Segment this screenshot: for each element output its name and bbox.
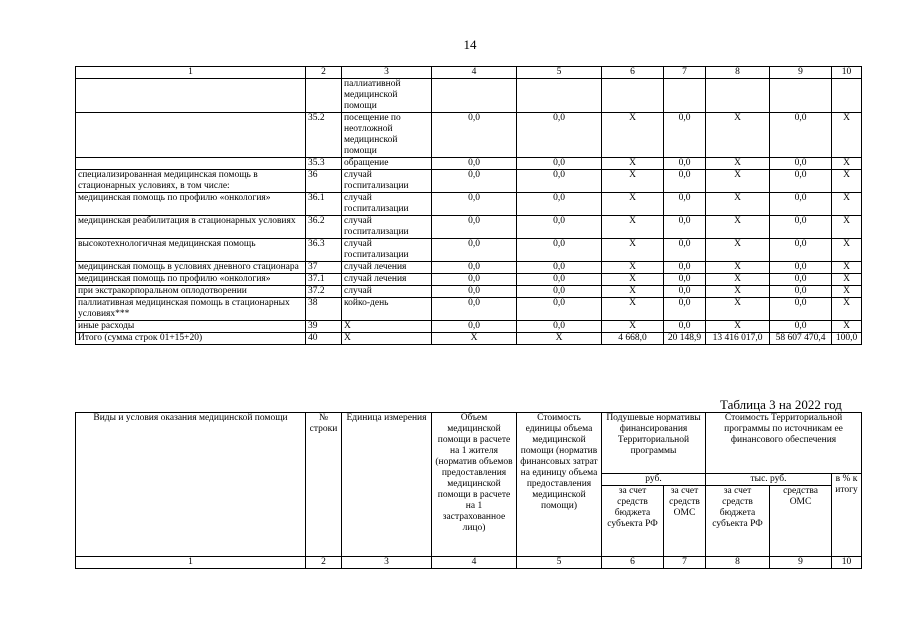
column-number: 7 [664, 557, 706, 569]
row-cost: 0,0 [517, 193, 602, 216]
row-volume: X [432, 333, 517, 345]
row-oms-norm: 0,0 [664, 158, 706, 170]
row-name: специализированная медицинская помощь в стационарных условиях, в том числе: [76, 170, 306, 193]
header-cost: Стоимость единицы объема медицинской помощи (норматив финансовых затрат на единицу объема предоставления медицинской помощи) [517, 413, 602, 557]
row-oms-total: 0,0 [770, 113, 832, 158]
row-oms-norm: 0,0 [664, 193, 706, 216]
row-oms-norm: 0,0 [664, 298, 706, 321]
column-number: 4 [432, 557, 517, 569]
row-oms-norm: 0,0 [664, 113, 706, 158]
row-oms-norm: 20 148,9 [664, 333, 706, 345]
row-oms-norm: 0,0 [664, 239, 706, 262]
column-number: 6 [602, 557, 664, 569]
row-name: высокотехнологичная медицинская помощь [76, 239, 306, 262]
row-budget-norm [602, 79, 664, 113]
column-number: 4 [432, 67, 517, 79]
row-unit: случай госпитализации [342, 170, 432, 193]
column-number: 9 [770, 557, 832, 569]
row-percent: X [832, 239, 862, 262]
column-number: 8 [706, 557, 770, 569]
row-budget-total: X [706, 113, 770, 158]
table1-body [76, 67, 862, 345]
row-unit: X [342, 321, 432, 333]
row-percent: X [832, 113, 862, 158]
row-oms-total: 0,0 [770, 158, 832, 170]
row-unit: случай госпитализации [342, 193, 432, 216]
row-budget-norm: X [602, 298, 664, 321]
row-oms-total: 0,0 [770, 216, 832, 239]
row-budget-total: X [706, 193, 770, 216]
row-percent: X [832, 158, 862, 170]
row-percent: X [832, 286, 862, 298]
row-name: медицинская реабилитация в стационарных условиях [76, 216, 306, 239]
row-name: при экстракорпоральном оплодотворении [76, 286, 306, 298]
row-budget-norm: X [602, 262, 664, 274]
row-line-no: 36.1 [306, 193, 342, 216]
table-row [76, 216, 862, 239]
row-line-no: 37 [306, 262, 342, 274]
column-number: 5 [517, 557, 602, 569]
row-line-no: 39 [306, 321, 342, 333]
row-unit: паллиативной медицинской помощи [342, 79, 432, 113]
row-cost: 0,0 [517, 170, 602, 193]
header-program-cost: Стоимость Территориальной программы по источникам ее финансового обеспечения [706, 413, 862, 474]
table-3-header [75, 412, 862, 569]
row-budget-norm: X [602, 321, 664, 333]
row-budget-norm: X [602, 286, 664, 298]
column-number: 8 [706, 67, 770, 79]
row-line-no [306, 79, 342, 113]
row-oms-total: 0,0 [770, 274, 832, 286]
row-oms-total: 0,0 [770, 286, 832, 298]
table-continuation [75, 66, 862, 345]
row-name: медицинская помощь по профилю «онкология» [76, 274, 306, 286]
row-budget-total: X [706, 321, 770, 333]
row-unit: случай лечения [342, 262, 432, 274]
row-volume: 0,0 [432, 113, 517, 158]
row-cost: 0,0 [517, 239, 602, 262]
row-unit: X [342, 333, 432, 345]
table-row [76, 79, 862, 113]
row-line-no: 40 [306, 333, 342, 345]
column-number: 3 [342, 557, 432, 569]
row-line-no: 36.2 [306, 216, 342, 239]
row-percent: X [832, 193, 862, 216]
row-budget-norm: X [602, 113, 664, 158]
header-per-capita: Подушевые нормативы финансирования Территориальной программы [602, 413, 706, 474]
row-name: медицинская помощь по профилю «онкология» [76, 193, 306, 216]
row-budget-total: X [706, 286, 770, 298]
row-percent: X [832, 170, 862, 193]
column-number: 10 [832, 557, 862, 569]
row-volume [432, 79, 517, 113]
row-cost: 0,0 [517, 158, 602, 170]
row-volume: 0,0 [432, 193, 517, 216]
row-percent: X [832, 216, 862, 239]
row-budget-total: X [706, 158, 770, 170]
row-unit: случай госпитализации [342, 239, 432, 262]
row-volume: 0,0 [432, 298, 517, 321]
row-budget-total: 13 416 017,0 [706, 333, 770, 345]
table-row [76, 286, 862, 298]
header-percent: в % к итогу [832, 474, 862, 557]
row-line-no: 37.1 [306, 274, 342, 286]
header-unit: Единица измерения [342, 413, 432, 557]
table-row [76, 262, 862, 274]
row-unit: койко-день [342, 298, 432, 321]
table-row [76, 321, 862, 333]
row-line-no: 38 [306, 298, 342, 321]
table-row [76, 158, 862, 170]
row-oms-total: 0,0 [770, 193, 832, 216]
header-oms: за счет средств ОМС [664, 486, 706, 557]
row-cost: 0,0 [517, 262, 602, 274]
row-oms-norm: 0,0 [664, 274, 706, 286]
table-row [76, 239, 862, 262]
row-unit: посещение по неотложной медицинской помощи [342, 113, 432, 158]
table-row [76, 274, 862, 286]
header-budget-thousand: за счет средств бюджета субъекта РФ [706, 486, 770, 557]
row-percent: X [832, 262, 862, 274]
row-cost: 0,0 [517, 274, 602, 286]
row-budget-norm: X [602, 170, 664, 193]
row-oms-norm: 0,0 [664, 321, 706, 333]
page-number: 14 [463, 37, 477, 52]
header-thousand-rub: тыс. руб. [706, 474, 832, 486]
row-cost: 0,0 [517, 113, 602, 158]
row-unit: случай [342, 286, 432, 298]
column-number: 6 [602, 67, 664, 79]
row-oms-norm: 0,0 [664, 286, 706, 298]
row-oms-norm: 0,0 [664, 262, 706, 274]
row-name [76, 158, 306, 170]
row-budget-total: X [706, 274, 770, 286]
row-percent [832, 79, 862, 113]
row-budget-norm: X [602, 239, 664, 262]
row-name: иные расходы [76, 321, 306, 333]
table-row [76, 170, 862, 193]
table-row [76, 333, 862, 345]
row-cost [517, 79, 602, 113]
column-number-row [76, 67, 862, 79]
row-oms-total: 58 607 470,4 [770, 333, 832, 345]
row-line-no: 36 [306, 170, 342, 193]
row-volume: 0,0 [432, 216, 517, 239]
row-volume: 0,0 [432, 321, 517, 333]
header-oms-thousand: средства ОМС [770, 486, 832, 557]
row-budget-total: X [706, 216, 770, 239]
header-volume: Объем медицинской помощи в расчете на 1 жителя (норматив объемов предоставления медицинской помощи в расчете на 1 застрахованное лицо) [432, 413, 517, 557]
row-line-no: 35.3 [306, 158, 342, 170]
row-oms-total: 0,0 [770, 321, 832, 333]
row-volume: 0,0 [432, 170, 517, 193]
row-name: Итого (сумма строк 01+15+20) [76, 333, 306, 345]
table-row [76, 113, 862, 158]
header-line-no: № строки [306, 413, 342, 557]
row-volume: 0,0 [432, 262, 517, 274]
row-budget-norm: X [602, 216, 664, 239]
row-oms-total: 0,0 [770, 170, 832, 193]
table-row [76, 193, 862, 216]
row-line-no: 35.2 [306, 113, 342, 158]
row-unit: случай лечения [342, 274, 432, 286]
column-number: 5 [517, 67, 602, 79]
row-volume: 0,0 [432, 286, 517, 298]
column-number-row [76, 557, 862, 569]
row-cost: 0,0 [517, 216, 602, 239]
header-budget: за счет средств бюджета субъекта РФ [602, 486, 664, 557]
row-oms-norm: 0,0 [664, 170, 706, 193]
row-budget-total: X [706, 239, 770, 262]
row-oms-norm [664, 79, 706, 113]
header-types: Виды и условия оказания медицинской помощи [76, 413, 306, 557]
row-cost: 0,0 [517, 298, 602, 321]
column-number: 7 [664, 67, 706, 79]
table-caption: Таблица 3 на 2022 год [720, 397, 842, 412]
row-oms-norm: 0,0 [664, 216, 706, 239]
column-number: 2 [306, 557, 342, 569]
column-number: 3 [342, 67, 432, 79]
row-cost: 0,0 [517, 286, 602, 298]
row-oms-total: 0,0 [770, 262, 832, 274]
row-percent: X [832, 274, 862, 286]
column-number: 1 [76, 557, 306, 569]
row-line-no: 36.3 [306, 239, 342, 262]
header-rub: руб. [602, 474, 706, 486]
row-budget-norm: X [602, 274, 664, 286]
row-percent: X [832, 321, 862, 333]
row-name: медицинская помощь в условиях дневного стационара [76, 262, 306, 274]
column-number: 10 [832, 67, 862, 79]
row-budget-norm: 4 668,0 [602, 333, 664, 345]
column-number: 9 [770, 67, 832, 79]
row-cost: X [517, 333, 602, 345]
column-number: 1 [76, 67, 306, 79]
row-percent: 100,0 [832, 333, 862, 345]
column-number: 2 [306, 67, 342, 79]
row-percent: X [832, 298, 862, 321]
row-unit: случай госпитализации [342, 216, 432, 239]
row-budget-total: X [706, 262, 770, 274]
row-budget-total: X [706, 298, 770, 321]
row-oms-total: 0,0 [770, 239, 832, 262]
row-budget-norm: X [602, 193, 664, 216]
row-budget-total: X [706, 170, 770, 193]
row-line-no: 37.2 [306, 286, 342, 298]
row-cost: 0,0 [517, 321, 602, 333]
row-unit: обращение [342, 158, 432, 170]
row-volume: 0,0 [432, 274, 517, 286]
row-oms-total: 0,0 [770, 298, 832, 321]
table-row [76, 298, 862, 321]
row-volume: 0,0 [432, 239, 517, 262]
row-volume: 0,0 [432, 158, 517, 170]
row-budget-total [706, 79, 770, 113]
row-name [76, 79, 306, 113]
row-name [76, 113, 306, 158]
row-name: паллиативная медицинская помощь в стационарных условиях*** [76, 298, 306, 321]
row-budget-norm: X [602, 158, 664, 170]
row-oms-total [770, 79, 832, 113]
